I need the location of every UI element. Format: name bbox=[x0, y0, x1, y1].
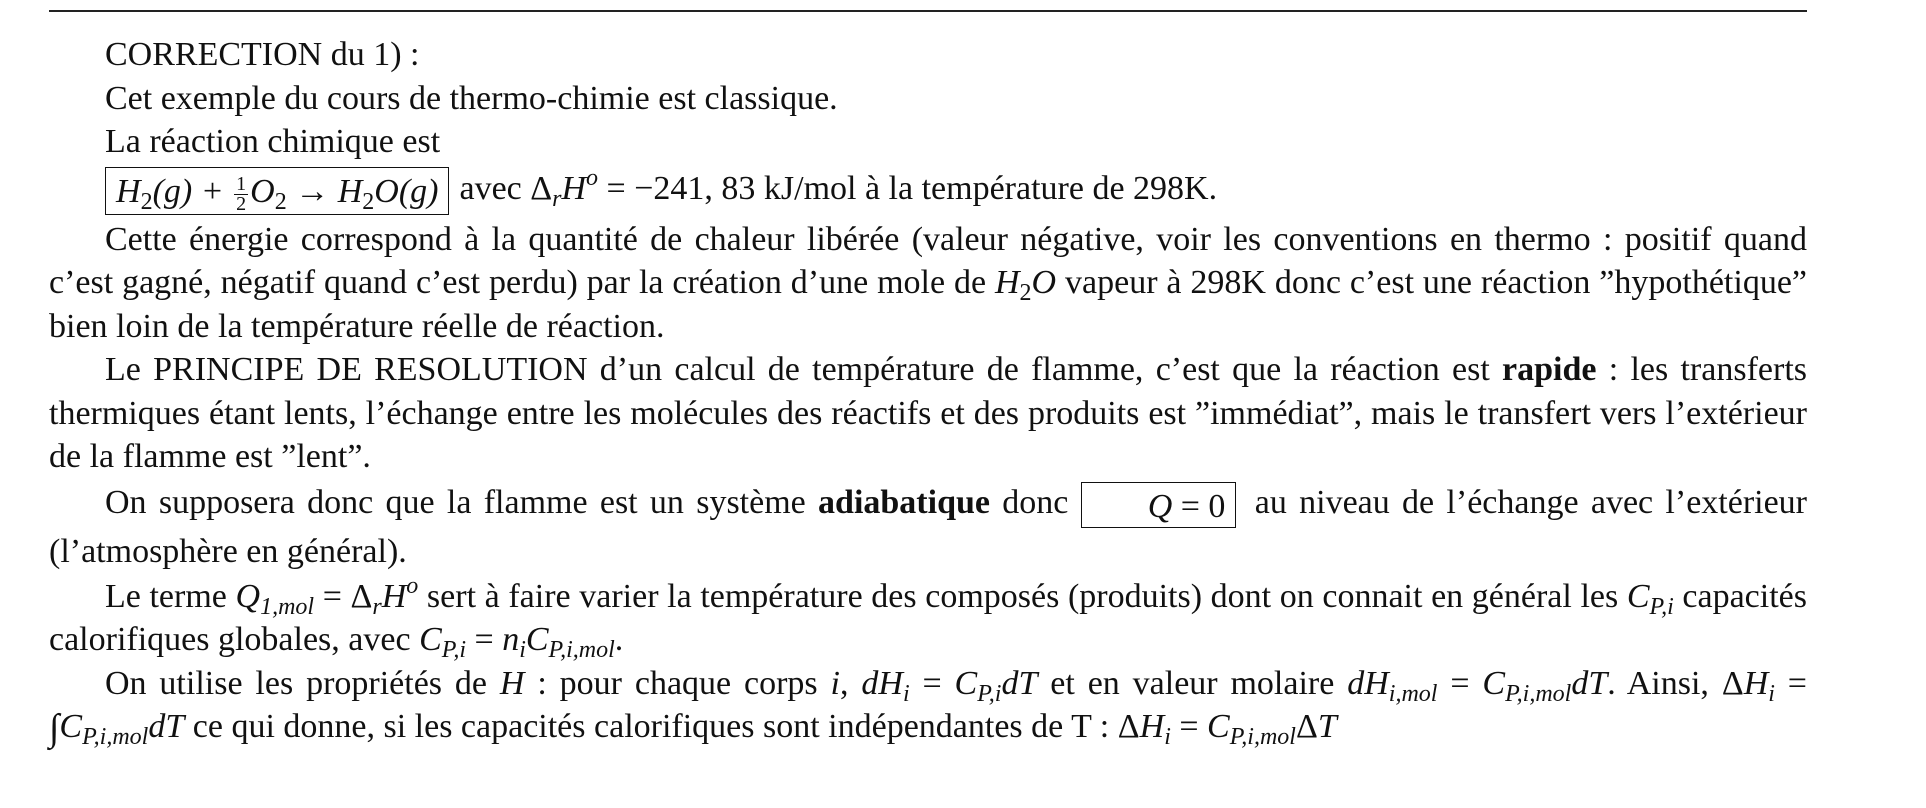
terme-h: H bbox=[381, 577, 407, 615]
formula-h-sub: 2 bbox=[140, 188, 153, 215]
utilise-equals-1: = bbox=[909, 664, 955, 702]
cpimol-c: C bbox=[525, 621, 549, 659]
reaction-avec: avec bbox=[459, 169, 531, 207]
integral-dt: dT bbox=[148, 708, 185, 746]
final-t: T bbox=[1317, 708, 1337, 746]
fraction-denominator: 2 bbox=[236, 192, 247, 215]
energy-text-2: vapeur à 298K donc c’est une réaction ”hypothétique” bien loin de la température réelle de réaction. bbox=[49, 264, 1807, 345]
utilise-cpimol-sub: P,i,mol bbox=[1505, 680, 1572, 707]
utilise-i: i bbox=[830, 664, 840, 702]
cpi-sub: P,i bbox=[1649, 593, 1674, 620]
integral-cpimol-sub: P,i,mol bbox=[82, 724, 149, 751]
principe-text-2: : les transferts thermiques étant lents, l’échange entre les molécules des réactifs et des produits est ”immédiat”, mais le transfert vers l’extérieur de la flamme est ”lent”. bbox=[49, 351, 1807, 476]
utilise-text-1: On utilise les propriétés de bbox=[105, 664, 500, 702]
terme-equals-2: = bbox=[466, 621, 503, 659]
delta-hi-delta: Δ bbox=[1721, 664, 1744, 702]
cpi-c: C bbox=[1626, 577, 1650, 615]
adiabatique-text-2: donc bbox=[990, 483, 1081, 521]
utilise-text-3: et en valeur molaire bbox=[1037, 664, 1348, 702]
utilise-text-2: : pour chaque corps bbox=[524, 664, 831, 702]
q-symbol: Q bbox=[1147, 487, 1173, 525]
ni-n: n bbox=[502, 621, 520, 659]
dhi-sub: i bbox=[902, 680, 910, 707]
final-h-sub: i bbox=[1164, 724, 1171, 751]
formula-o-sub: 2 bbox=[274, 188, 287, 215]
utilise-equals-2: = bbox=[1437, 664, 1483, 702]
utilise-cpimol-c: C bbox=[1482, 664, 1506, 702]
final-h: H bbox=[1139, 708, 1165, 746]
paragraph-principe bbox=[49, 348, 1807, 479]
principe-text-1: Le PRINCIPE DE RESOLUTION d’un calcul de température de flamme, c’est que la réaction est bbox=[105, 351, 1503, 389]
utilise-equals-3: = bbox=[1774, 664, 1807, 702]
utilise-text-5: ce qui donne, si les capacités calorifiques sont indépendantes de T : bbox=[184, 708, 1118, 746]
reaction-intro-line: La réaction chimique est bbox=[105, 123, 441, 160]
intro-line: Cet exemple du cours de thermo-chimie est classique. bbox=[105, 79, 838, 117]
final-delta-t-delta: Δ bbox=[1295, 708, 1318, 746]
terme-period: . bbox=[614, 621, 624, 659]
q1mol-sub: 1,mol bbox=[260, 593, 315, 620]
paragraph-utilise bbox=[49, 662, 1807, 751]
dhi-dh: dH bbox=[861, 664, 903, 702]
final-cpimol-sub: P,i,mol bbox=[1229, 724, 1296, 751]
utilise-dt-2: dT bbox=[1571, 664, 1608, 702]
cpi2-c: C bbox=[419, 621, 442, 659]
final-delta: Δ bbox=[1117, 708, 1140, 746]
formula-h2o-rest: O(g) bbox=[374, 172, 439, 210]
terme-text-2: sert à faire varier la température des composés (produits) dont on connait en général les bbox=[418, 577, 1627, 615]
reaction-arrow: → bbox=[286, 172, 338, 210]
formula-h2-state: (g) + bbox=[152, 172, 233, 210]
terme-delta: Δ bbox=[350, 577, 373, 615]
adiabatique-bold: adiabatique bbox=[818, 483, 990, 521]
delta-hi-h: H bbox=[1743, 664, 1769, 702]
fraction-numerator: 1 bbox=[236, 172, 247, 195]
water-o: O bbox=[1031, 264, 1057, 302]
terme-equals: = bbox=[314, 577, 351, 615]
top-rule bbox=[49, 10, 1807, 12]
utilise-text-4: . Ainsi, bbox=[1607, 664, 1722, 702]
ni-sub: i bbox=[519, 637, 526, 664]
adiabatique-text-3: au niveau de l’échange avec l’extérieur (l’atmosphère en général). bbox=[49, 483, 1807, 570]
document-body bbox=[49, 33, 1807, 751]
final-cpimol-c: C bbox=[1207, 708, 1230, 746]
utilise-comma: , bbox=[839, 664, 862, 702]
utilise-cpi-sub: P,i bbox=[977, 680, 1002, 707]
principe-bold-rapide: rapide bbox=[1502, 351, 1597, 389]
utilise-h: H bbox=[499, 664, 525, 702]
reaction-formula-box bbox=[105, 167, 449, 215]
water-h: H bbox=[994, 264, 1020, 302]
cpimol-sub: P,i,mol bbox=[548, 637, 615, 664]
integral-symbol: ∫ bbox=[49, 707, 60, 750]
enthalpy-value: = −241, 83 kJ/mol à la température de 298K. bbox=[598, 169, 1218, 207]
formula-h2o-h: H bbox=[337, 172, 363, 210]
energy-text-1: Cette énergie correspond à la quantité de chaleur libérée (valeur négative, voir les conventions en thermo : positif quand c’est gagné, négatif quand c’est perdu) par la création d’une mole de bbox=[49, 220, 1807, 302]
q-zero-box bbox=[1081, 482, 1237, 528]
delta-r-sub: r bbox=[552, 185, 562, 212]
terme-text-1: Le terme bbox=[105, 577, 236, 615]
paragraph-adiabatique bbox=[49, 479, 1807, 575]
dhimol-sub: i,mol bbox=[1388, 680, 1438, 707]
final-equals: = bbox=[1170, 708, 1208, 746]
utilise-cpi-c: C bbox=[954, 664, 978, 702]
one-half-fraction bbox=[234, 172, 248, 215]
formula-h2o-sub: 2 bbox=[362, 188, 375, 215]
delta-symbol: Δ bbox=[530, 169, 553, 207]
terme-text-3: capacités calorifiques globales, avec bbox=[49, 577, 1807, 659]
correction-heading: CORRECTION du 1) : bbox=[105, 36, 420, 73]
adiabatique-text-1: On supposera donc que la flamme est un système bbox=[105, 483, 819, 521]
paragraph-terme bbox=[49, 572, 1807, 664]
integral-cpimol-c: C bbox=[59, 708, 83, 746]
terme-o-sup: o bbox=[406, 572, 419, 599]
enthalpy-h: H bbox=[561, 169, 587, 207]
cpi2-sub: P,i bbox=[441, 637, 466, 664]
paragraph-energy bbox=[49, 218, 1807, 349]
reaction-line bbox=[49, 164, 1807, 215]
utilise-dt: dT bbox=[1001, 664, 1038, 702]
terme-r-sub: r bbox=[372, 593, 382, 620]
formula-h: H bbox=[116, 172, 141, 210]
q-equals-zero: = 0 bbox=[1172, 487, 1226, 525]
q1mol-q: Q bbox=[235, 577, 261, 615]
water-sub: 2 bbox=[1019, 280, 1032, 307]
dhimol-dh: dH bbox=[1347, 664, 1389, 702]
standard-o-sup: o bbox=[586, 164, 599, 191]
formula-o: O bbox=[250, 172, 275, 210]
delta-hi-sub: i bbox=[1768, 680, 1775, 707]
